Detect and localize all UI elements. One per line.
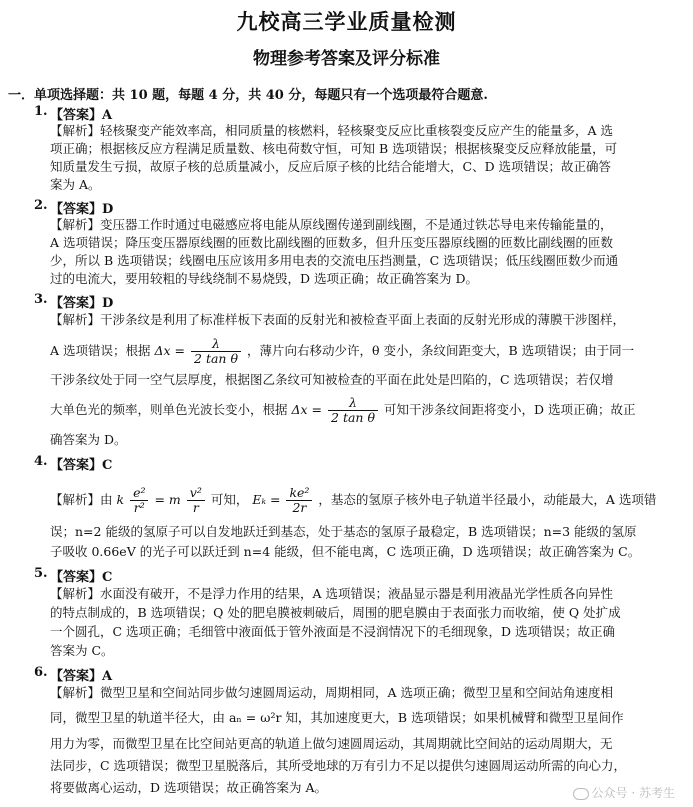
analysis-line: 【解析】轻核聚变产能效率高，相同质量的核燃料，轻核聚变反应比重核裂变反应产生的能量多，A 选	[50, 123, 614, 138]
analysis-line-with-formula	[50, 480, 682, 520]
analysis-line: 知质量发生亏损，故原子核的总质量减小，反应后原子核的比结合能增大，C、D 选项错误；故正确答	[50, 159, 612, 174]
section-heading: 一．单项选择题：共 10 题，每题 4 分，共 40 分，每题只有一个选项最符合题意.	[8, 88, 488, 103]
fraction-denominator: r	[192, 500, 199, 515]
fraction	[328, 396, 378, 425]
formula-m: = m	[154, 492, 181, 507]
analysis-line: 一个圆孔，C 选项正确；毛细管中液面低于管外液面是不浸润情况下的毛细现象，D 选项错误；故正确	[50, 624, 616, 639]
analysis-line: 【解析】变压器工作时通过电磁感应将电能从原线圈传递到副线圈，不是通过铁芯导电来传输能量的，	[50, 217, 613, 232]
answer-label: 【答案】C	[50, 570, 113, 585]
analysis-line: 同，微型卫星的轨道半径大，由 aₙ = ω²r 知，其加速度更大，B 选项错误；如果机械臂和微型卫星间作	[50, 710, 624, 725]
fraction-numerator: v²	[187, 486, 205, 501]
page-subtitle: 物理参考答案及评分标准	[253, 49, 440, 69]
answer-label: 【答案】C	[50, 458, 113, 473]
analysis-line: A 选项错误；降压变压器原线圈的匝数比副线圈的匝数多，但升压变压器原线圈的匝数比副线圈的匝数	[50, 235, 614, 250]
fraction-denominator: 2 tan θ	[194, 351, 238, 366]
fraction	[130, 486, 148, 515]
question-number: 6.	[34, 665, 48, 680]
analysis-text: 大单色光的频率，则单色光波长变小，根据	[50, 402, 288, 417]
formula-lhs: Δx =	[154, 343, 186, 358]
analysis-line: 答案为 C。	[50, 643, 114, 658]
analysis-text: 可知，	[210, 492, 249, 507]
formula-lhs: Δx =	[291, 402, 323, 417]
fraction-denominator: 2r	[292, 500, 307, 515]
wechat-icon	[573, 788, 589, 800]
fraction	[191, 337, 241, 366]
analysis-line: 确答案为 D。	[50, 432, 127, 447]
analysis-line: 过的电流大，要用较粗的导线绕制不易烧毁，D 选项正确；故正确答案为 D。	[50, 271, 478, 286]
analysis-text: ，基态的氢原子核外电子轨道半径最小，动能最大，A 选项错	[318, 492, 657, 507]
analysis-text: 【解析】由	[50, 492, 113, 507]
formula-k: k	[116, 492, 125, 507]
analysis-line: 用力为零，而微型卫星在比空间站更高的轨道上做匀速圆周运动，其周期就比空间站的运动周期大，无	[50, 736, 613, 751]
analysis-line: 将要做离心运动，D 选项错误；故正确答案为 A。	[50, 780, 327, 795]
analysis-line: 【解析】水面没有破开，不是浮力作用的结果，A 选项错误；液晶显示器是利用液晶光学性质各向异性	[50, 586, 614, 601]
question-number: 3.	[34, 292, 48, 307]
answer-label: 【答案】A	[50, 108, 113, 123]
fraction	[187, 486, 205, 515]
formula-ek: Eₖ =	[252, 492, 281, 507]
page-title: 九校高三学业质量检测	[236, 9, 457, 34]
analysis-text: A 选项错误；根据	[50, 343, 151, 358]
answer-label: 【答案】D	[50, 296, 114, 311]
analysis-line: 误；n=2 能级的氢原子可以自发地跃迁到基态，处于基态的氢原子最稳定，B 选项错误；n=3 能级的氢原	[50, 524, 637, 539]
fraction-numerator: λ	[328, 396, 378, 411]
question-number: 4.	[34, 454, 48, 469]
analysis-line: 干涉条纹处于同一空气层厚度，根据图乙条纹可知被检查的平面在此处是凹陷的，C 选项错误；若仅增	[50, 372, 614, 387]
analysis-line: 【解析】微型卫星和空间站同步做匀速圆周运动，周期相同，A 选项正确；微型卫星和空间站角速度相	[50, 685, 614, 700]
fraction-denominator: r²	[133, 500, 145, 515]
fraction-denominator: 2 tan θ	[331, 410, 375, 425]
analysis-line: 项正确；根据核反应方程满足质量数、核电荷数守恒，可知 B 选项错误；根据核聚变反应释放能量，可	[50, 141, 618, 156]
analysis-line: 子吸收 0.66eV 的光子可以跃迁到 n=4 能级，但不能电离，C 选项正确，D 选项错误；故正确答案为 C。	[50, 544, 641, 559]
analysis-line-with-formula	[50, 392, 682, 428]
analysis-line: 的特点制成的，B 选项错误；Q 处的肥皂膜被刺破后，周围的肥皂膜由于表面张力而收缩，使 Q 处扩成	[50, 605, 621, 620]
fraction-numerator: ke²	[286, 486, 312, 501]
fraction-numerator: e²	[130, 486, 148, 501]
fraction-numerator: λ	[191, 337, 241, 352]
analysis-line: 法同步，C 选项错误；微型卫星脱落后，其所受地球的万有引力不足以提供匀速圆周运动所需的向心力，	[50, 758, 627, 773]
analysis-line: 【解析】干涉条纹是利用了标准样板下表面的反射光和被检查平面上表面的反射光形成的薄膜干涉图样，	[50, 312, 626, 327]
watermark-text: 公众号 · 苏考生	[591, 786, 675, 800]
answer-label: 【答案】D	[50, 202, 114, 217]
watermark	[573, 784, 675, 801]
analysis-line: 少，所以 B 选项错误；线圈电压应该用多用电表的交流电压挡测量，C 选项错误；低压线圈匝数少而通	[50, 253, 619, 268]
fraction	[286, 486, 312, 515]
analysis-text: 可知干涉条纹间距将变小，D 选项正确；故正	[383, 402, 636, 417]
analysis-line: 案为 A。	[50, 177, 101, 192]
question-number: 5.	[34, 566, 48, 581]
question-number: 1.	[34, 104, 48, 119]
question-number: 2.	[34, 198, 48, 213]
answer-label: 【答案】A	[50, 669, 113, 684]
analysis-text: ，薄片向右移动少许，θ 变小，条纹间距变大，B 选项错误；由于同一	[246, 343, 635, 358]
analysis-line-with-formula	[50, 334, 682, 368]
